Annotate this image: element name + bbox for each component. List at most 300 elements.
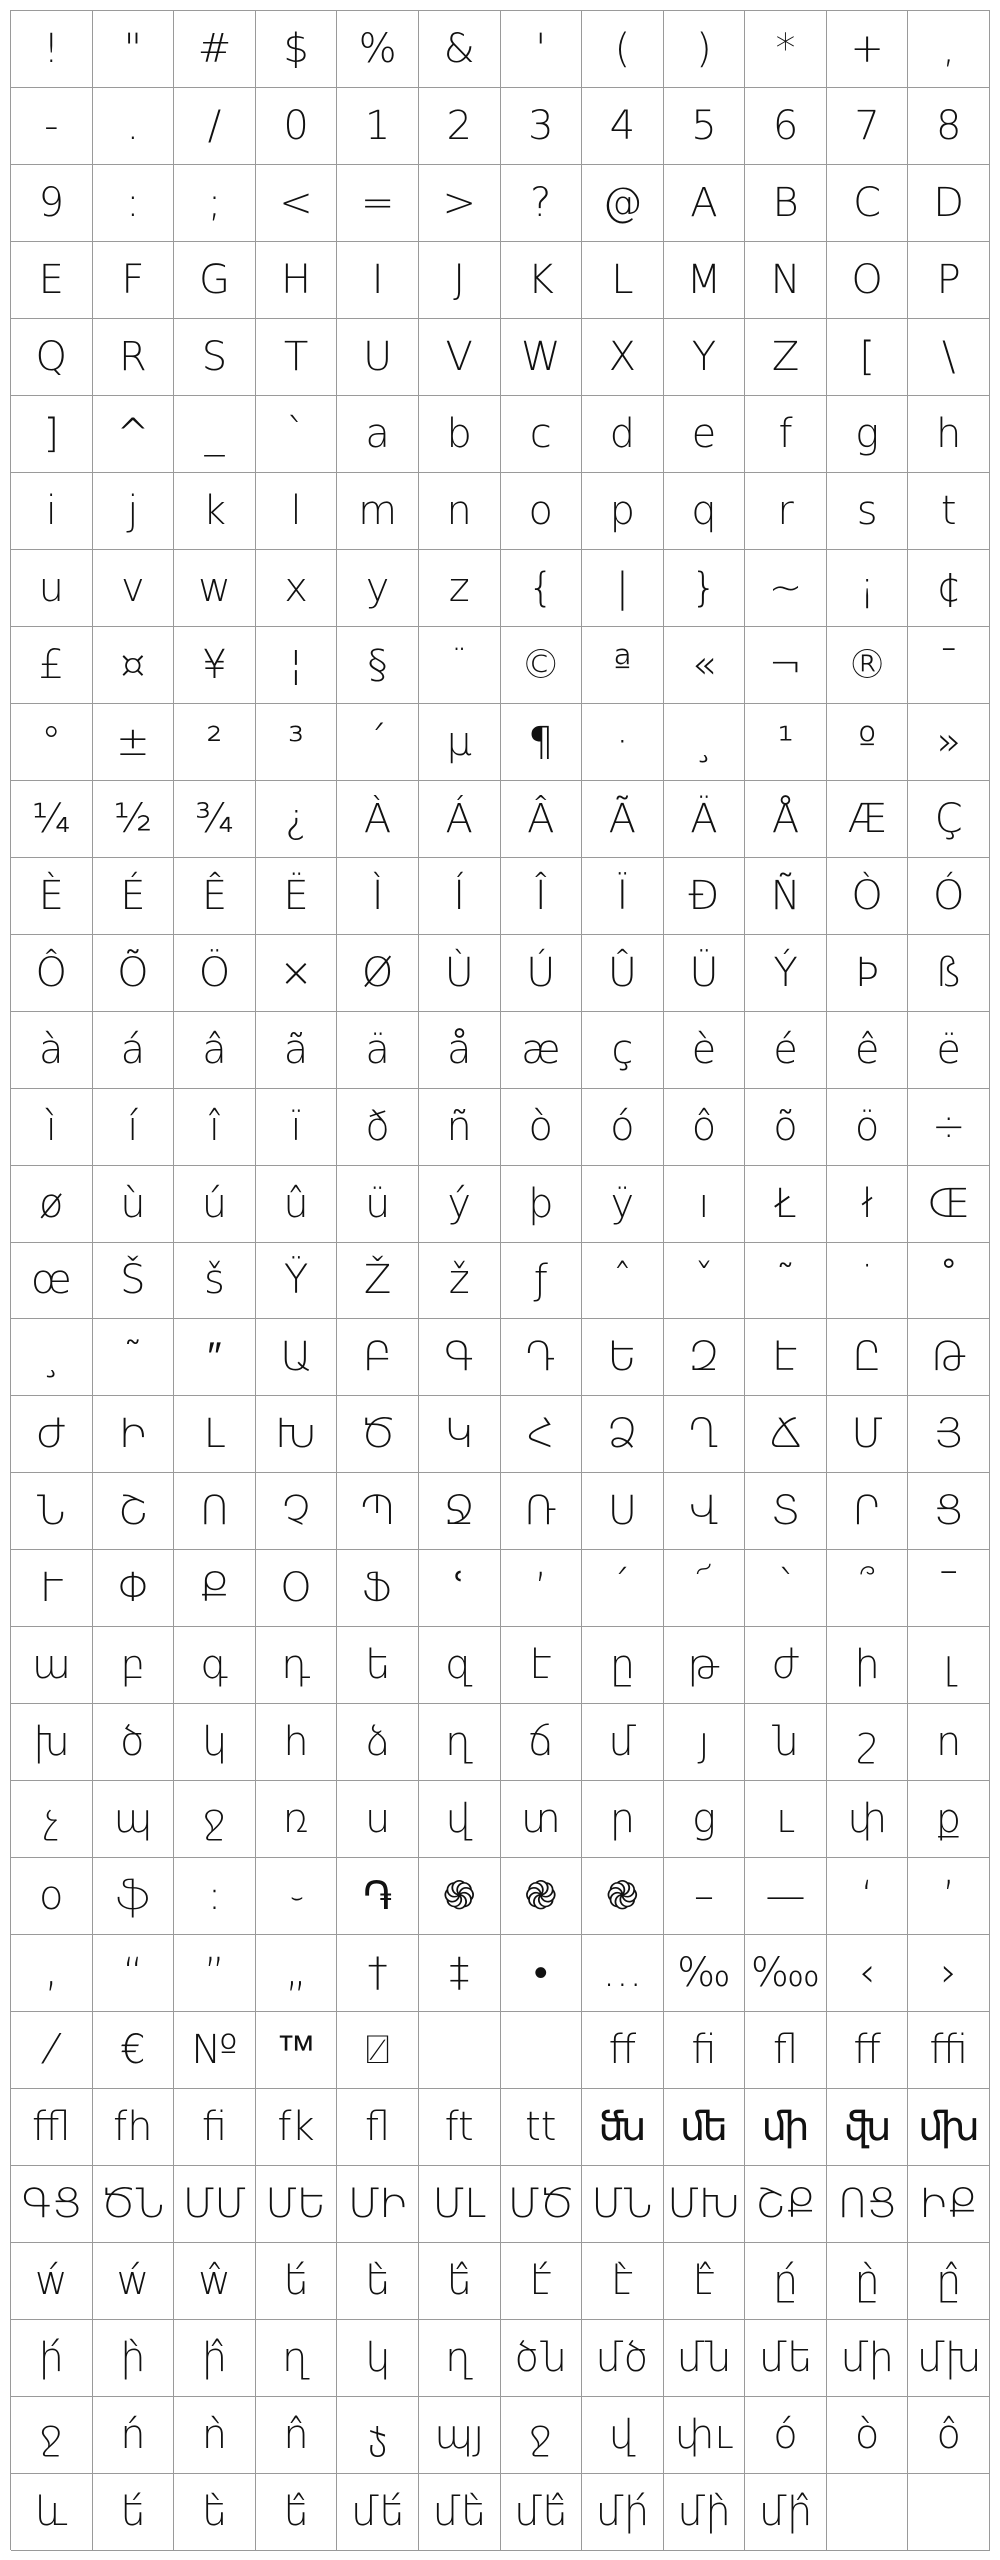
glyph-cell: Զ bbox=[664, 1319, 746, 1396]
glyph-cell: 2 bbox=[419, 88, 501, 165]
glyph-cell: ՈՑ bbox=[827, 2166, 909, 2243]
glyph-cell: º bbox=[827, 704, 909, 781]
glyph-cell: Ø bbox=[337, 935, 419, 1012]
glyph-cell: x bbox=[256, 550, 338, 627]
glyph-cell: 4 bbox=[582, 88, 664, 165]
glyph-cell: Ո bbox=[174, 1473, 256, 1550]
glyph-cell: ß bbox=[908, 935, 990, 1012]
glyph-cell: è bbox=[664, 1012, 746, 1089]
glyph-cell: Կ bbox=[419, 1396, 501, 1473]
glyph-cell: € bbox=[93, 2012, 175, 2089]
glyph-cell: Չ bbox=[256, 1473, 338, 1550]
glyph-cell: ՄՄ bbox=[174, 2166, 256, 2243]
glyph-cell: ~ bbox=[745, 550, 827, 627]
glyph-cell: ¸ bbox=[664, 704, 746, 781]
glyph-cell: " bbox=[93, 11, 175, 88]
glyph-cell: ´ bbox=[337, 704, 419, 781]
glyph-cell: ẃ bbox=[11, 2243, 93, 2320]
glyph-cell: › bbox=[908, 1935, 990, 2012]
glyph-cell: Ö bbox=[174, 935, 256, 1012]
glyph-cell: լ bbox=[908, 1627, 990, 1704]
glyph-cell: շ bbox=[827, 1704, 909, 1781]
glyph-cell: ¥ bbox=[174, 627, 256, 704]
glyph-cell: Ա bbox=[256, 1319, 338, 1396]
glyph-cell: ! bbox=[11, 11, 93, 88]
glyph-cell: գ bbox=[174, 1627, 256, 1704]
glyph-cell: ǹ bbox=[174, 2397, 256, 2474]
glyph-cell: չ bbox=[11, 1781, 93, 1858]
glyph-cell: | bbox=[582, 550, 664, 627]
glyph-cell: ‡ bbox=[419, 1935, 501, 2012]
glyph-cell: D bbox=[908, 165, 990, 242]
glyph-cell: \ bbox=[908, 319, 990, 396]
glyph-cell: ԳՑ bbox=[11, 2166, 93, 2243]
glyph-cell: š bbox=[174, 1243, 256, 1320]
glyph-cell: å bbox=[419, 1012, 501, 1089]
glyph-cell: « bbox=[664, 627, 746, 704]
glyph-cell: R bbox=[93, 319, 175, 396]
glyph-cell: ե̂ bbox=[256, 2474, 338, 2551]
glyph-cell: S bbox=[174, 319, 256, 396]
glyph-cell: ] bbox=[11, 396, 93, 473]
glyph-cell: û bbox=[256, 1166, 338, 1243]
glyph-cell: № bbox=[174, 2012, 256, 2089]
glyph-cell: ր bbox=[582, 1781, 664, 1858]
glyph-cell: L bbox=[582, 242, 664, 319]
glyph-cell: և bbox=[11, 2474, 93, 2551]
glyph-cell: ˆ bbox=[582, 1243, 664, 1320]
glyph-cell: ft bbox=[419, 2089, 501, 2166]
glyph-cell: ( bbox=[582, 11, 664, 88]
glyph-cell: ¢ bbox=[908, 550, 990, 627]
glyph-cell: M bbox=[664, 242, 746, 319]
glyph-cell: : bbox=[93, 165, 175, 242]
glyph-cell: ŵ bbox=[174, 2243, 256, 2320]
glyph-cell: Ç bbox=[908, 781, 990, 858]
glyph-cell: — bbox=[745, 1858, 827, 1935]
glyph-cell: ô bbox=[664, 1089, 746, 1166]
glyph-cell: I bbox=[337, 242, 419, 319]
glyph-cell: մխ bbox=[908, 2320, 990, 2397]
glyph-cell: Ò bbox=[827, 858, 909, 935]
glyph-cell: À bbox=[337, 781, 419, 858]
glyph-cell: ˜ bbox=[93, 1319, 175, 1396]
glyph-cell: e bbox=[664, 396, 746, 473]
glyph-cell: í bbox=[93, 1089, 175, 1166]
glyph-cell: ե̀ bbox=[337, 2243, 419, 2320]
glyph-cell: ł bbox=[827, 1166, 909, 1243]
glyph-cell: l bbox=[256, 473, 338, 550]
glyph-cell: փւ bbox=[664, 2397, 746, 2474]
glyph-cell: Ջ bbox=[419, 1473, 501, 1550]
glyph-cell: c bbox=[501, 396, 583, 473]
glyph-cell: Þ bbox=[827, 935, 909, 1012]
glyph-cell: ' bbox=[501, 11, 583, 88]
glyph-cell: Ë bbox=[256, 858, 338, 935]
glyph-cell: Ù bbox=[419, 935, 501, 1012]
glyph-cell: v bbox=[93, 550, 175, 627]
glyph-cell: p bbox=[582, 473, 664, 550]
glyph-cell: > bbox=[419, 165, 501, 242]
glyph-cell: [ bbox=[827, 319, 909, 396]
glyph-cell: Õ bbox=[93, 935, 175, 1012]
glyph-cell: ջ bbox=[174, 1781, 256, 1858]
glyph-cell: ¸ bbox=[11, 1319, 93, 1396]
glyph-cell: Å bbox=[745, 781, 827, 858]
glyph-cell: ﬗ bbox=[908, 2089, 990, 2166]
glyph-cell: Ց bbox=[908, 1473, 990, 1550]
glyph-cell: § bbox=[337, 627, 419, 704]
glyph-cell: þ bbox=[501, 1166, 583, 1243]
glyph-cell: մի́ bbox=[582, 2474, 664, 2551]
glyph-cell: ‰ bbox=[664, 1935, 746, 2012]
glyph-cell: ե́ bbox=[93, 2474, 175, 2551]
glyph-cell bbox=[501, 2012, 583, 2089]
glyph-cell: օ bbox=[11, 1858, 93, 1935]
glyph-cell: ¶ bbox=[501, 704, 583, 781]
glyph-cell: d bbox=[582, 396, 664, 473]
glyph-cell: ք bbox=[908, 1781, 990, 1858]
glyph-cell: F bbox=[93, 242, 175, 319]
glyph-cell: Ւ bbox=[11, 1550, 93, 1627]
glyph-cell: J bbox=[419, 242, 501, 319]
glyph-cell: վ bbox=[582, 2397, 664, 2474]
glyph-cell: ֊ bbox=[256, 1858, 338, 1935]
glyph-cell: ) bbox=[664, 11, 746, 88]
glyph-cell: È bbox=[11, 858, 93, 935]
glyph-cell: ¨ bbox=[419, 627, 501, 704]
glyph-cell: Z bbox=[745, 319, 827, 396]
glyph-cell: Գ bbox=[419, 1319, 501, 1396]
glyph-cell: ¿ bbox=[256, 781, 338, 858]
glyph-cell: մե́ bbox=[337, 2474, 419, 2551]
glyph-cell: ց bbox=[664, 1781, 746, 1858]
glyph-cell: ‱ bbox=[745, 1935, 827, 2012]
glyph-cell: H bbox=[256, 242, 338, 319]
glyph-cell: Թ bbox=[908, 1319, 990, 1396]
glyph-cell: + bbox=[827, 11, 909, 88]
glyph-cell: ½ bbox=[93, 781, 175, 858]
glyph-cell: Վ bbox=[664, 1473, 746, 1550]
glyph-cell: o bbox=[501, 473, 583, 550]
glyph-cell: Ä bbox=[664, 781, 746, 858]
glyph-cell: ø bbox=[11, 1166, 93, 1243]
glyph-cell: ń bbox=[93, 2397, 175, 2474]
glyph-cell: մե bbox=[745, 2320, 827, 2397]
glyph-cell: մն bbox=[664, 2320, 746, 2397]
glyph-cell: Ֆ bbox=[337, 1550, 419, 1627]
glyph-cell: ե̀ bbox=[174, 2474, 256, 2551]
glyph-cell: ⁄ bbox=[11, 2012, 93, 2089]
glyph-cell: ﬂ bbox=[745, 2012, 827, 2089]
glyph-cell: ü bbox=[337, 1166, 419, 1243]
glyph-cell: ™ bbox=[256, 2012, 338, 2089]
glyph-cell: ե́ bbox=[256, 2243, 338, 2320]
glyph-cell: Ձ bbox=[582, 1396, 664, 1473]
glyph-cell: ﬕ bbox=[745, 2089, 827, 2166]
glyph-cell: { bbox=[501, 550, 583, 627]
glyph-cell: C bbox=[827, 165, 909, 242]
glyph-cell: ‘ bbox=[827, 1858, 909, 1935]
glyph-cell: ‚ bbox=[11, 1935, 93, 2012]
glyph-cell: Ռ bbox=[501, 1473, 583, 1550]
glyph-cell: fk bbox=[256, 2089, 338, 2166]
glyph-cell: ò bbox=[827, 2397, 909, 2474]
glyph-cell: Ր bbox=[827, 1473, 909, 1550]
glyph-cell: ԾՆ bbox=[93, 2166, 175, 2243]
glyph-cell: a bbox=[337, 396, 419, 473]
glyph-cell: ժ bbox=[745, 1627, 827, 1704]
glyph-cell: է́ bbox=[501, 2243, 583, 2320]
glyph-cell: ò bbox=[501, 1089, 583, 1166]
glyph-cell: × bbox=[256, 935, 338, 1012]
glyph-cell: ჯ bbox=[337, 2397, 419, 2474]
glyph-cell: թ bbox=[664, 1627, 746, 1704]
glyph-cell: N bbox=[745, 242, 827, 319]
glyph-cell: դ bbox=[256, 1627, 338, 1704]
glyph-cell: P bbox=[908, 242, 990, 319]
glyph-cell: ó bbox=[582, 1089, 664, 1166]
glyph-cell: Լ bbox=[174, 1396, 256, 1473]
glyph-cell: ˙ bbox=[827, 1243, 909, 1320]
glyph-cell: մե̀ bbox=[419, 2474, 501, 2551]
glyph-cell: ը bbox=[582, 1627, 664, 1704]
glyph-cell: պ bbox=[93, 1781, 175, 1858]
glyph-cell: = bbox=[337, 165, 419, 242]
glyph-cell: ջ bbox=[501, 2397, 583, 2474]
glyph-cell: Հ bbox=[501, 1396, 583, 1473]
glyph-cell: 0 bbox=[256, 88, 338, 165]
glyph-cell: Դ bbox=[501, 1319, 583, 1396]
glyph-cell: Û bbox=[582, 935, 664, 1012]
glyph-cell: մծ bbox=[582, 2320, 664, 2397]
glyph-cell: Խ bbox=[256, 1396, 338, 1473]
glyph-cell: ﬖ bbox=[827, 2089, 909, 2166]
glyph-cell: n̂ bbox=[256, 2397, 338, 2474]
glyph-cell: ի̂ bbox=[174, 2320, 256, 2397]
glyph-cell: T bbox=[256, 319, 338, 396]
glyph-cell: ՇՔ bbox=[745, 2166, 827, 2243]
glyph-cell: Ú bbox=[501, 935, 583, 1012]
glyph-cell: հ bbox=[256, 1704, 338, 1781]
glyph-cell: 6 bbox=[745, 88, 827, 165]
glyph-cell: » bbox=[908, 704, 990, 781]
glyph-cell: ս bbox=[337, 1781, 419, 1858]
glyph-cell: ı bbox=[664, 1166, 746, 1243]
glyph-cell: ֆ bbox=[93, 1858, 175, 1935]
glyph-cell: ա bbox=[11, 1627, 93, 1704]
glyph-cell: © bbox=[501, 627, 583, 704]
glyph-cell: ² bbox=[174, 704, 256, 781]
glyph-cell: ծ bbox=[93, 1704, 175, 1781]
glyph-cell: % bbox=[337, 11, 419, 88]
glyph-cell: ú bbox=[174, 1166, 256, 1243]
glyph-cell: ë bbox=[908, 1012, 990, 1089]
glyph-cell: & bbox=[419, 11, 501, 88]
glyph-cell: Տ bbox=[745, 1473, 827, 1550]
glyph-cell bbox=[419, 2012, 501, 2089]
glyph-cell: Ÿ bbox=[256, 1243, 338, 1320]
glyph-cell: m bbox=[337, 473, 419, 550]
glyph-cell: h bbox=[908, 396, 990, 473]
glyph-cell: î bbox=[174, 1089, 256, 1166]
glyph-cell: X bbox=[582, 319, 664, 396]
glyph-cell: ñ bbox=[419, 1089, 501, 1166]
glyph-cell: n bbox=[419, 473, 501, 550]
glyph-cell: ղ bbox=[419, 1704, 501, 1781]
glyph-cell: _ bbox=[174, 396, 256, 473]
glyph-cell: ֎ bbox=[582, 1858, 664, 1935]
glyph-cell: f bbox=[745, 396, 827, 473]
glyph-cell: ˇ bbox=[664, 1243, 746, 1320]
glyph-cell: ﬃ bbox=[908, 2012, 990, 2089]
glyph-cell: ê bbox=[827, 1012, 909, 1089]
glyph-cell: Y bbox=[664, 319, 746, 396]
glyph-cell: Ե bbox=[582, 1319, 664, 1396]
glyph-cell: ô bbox=[908, 2397, 990, 2474]
glyph-cell: ﬔ bbox=[664, 2089, 746, 2166]
glyph-cell: æ bbox=[501, 1012, 583, 1089]
glyph-cell: ¤ bbox=[93, 627, 175, 704]
glyph-cell: 8 bbox=[908, 88, 990, 165]
glyph-cell: Է bbox=[745, 1319, 827, 1396]
glyph-cell: Œ bbox=[908, 1166, 990, 1243]
glyph-cell: մի̂ bbox=[745, 2474, 827, 2551]
glyph-cell: Ê bbox=[174, 858, 256, 935]
glyph-cell: ó bbox=[745, 2397, 827, 2474]
glyph-cell: A bbox=[664, 165, 746, 242]
glyph-cell: ƒ bbox=[501, 1243, 583, 1320]
glyph-cell: ՞ bbox=[827, 1550, 909, 1627]
glyph-cell: fh bbox=[93, 2089, 175, 2166]
glyph-cell: Ժ bbox=[11, 1396, 93, 1473]
glyph-cell: բ bbox=[93, 1627, 175, 1704]
glyph-cell: £ bbox=[11, 627, 93, 704]
glyph-cell: b bbox=[419, 396, 501, 473]
glyph-cell: խ bbox=[11, 1704, 93, 1781]
glyph-cell: ″ bbox=[174, 1319, 256, 1396]
glyph-cell: , bbox=[908, 11, 990, 88]
glyph-cell: ՄՆ bbox=[582, 2166, 664, 2243]
glyph-cell: ˜ bbox=[745, 1243, 827, 1320]
glyph-cell: Ï bbox=[582, 858, 664, 935]
glyph-cell: ª bbox=[582, 627, 664, 704]
glyph-cell: Փ bbox=[93, 1550, 175, 1627]
glyph-cell: O bbox=[827, 242, 909, 319]
glyph-cell: ՄԽ bbox=[664, 2166, 746, 2243]
glyph-cell: Á bbox=[419, 781, 501, 858]
glyph-cell: ﬄ bbox=[11, 2089, 93, 2166]
glyph-cell: Ծ bbox=[337, 1396, 419, 1473]
glyph-cell: ® bbox=[827, 627, 909, 704]
glyph-cell: է̀ bbox=[582, 2243, 664, 2320]
glyph-cell: Ը bbox=[827, 1319, 909, 1396]
glyph-cell: ’ bbox=[908, 1858, 990, 1935]
glyph-cell: ﬀ bbox=[827, 2012, 909, 2089]
glyph-cell: B bbox=[745, 165, 827, 242]
glyph-cell: Յ bbox=[908, 1396, 990, 1473]
glyph-cell: „ bbox=[256, 1935, 338, 2012]
glyph-cell: fi bbox=[174, 2089, 256, 2166]
glyph-cell: ð bbox=[337, 1089, 419, 1166]
glyph-cell: ղ bbox=[256, 2320, 338, 2397]
glyph-cell: Ð bbox=[664, 858, 746, 935]
glyph-cell: ¯ bbox=[908, 627, 990, 704]
glyph-cell: E bbox=[11, 242, 93, 319]
glyph-cell: յ bbox=[664, 1704, 746, 1781]
glyph-cell: Š bbox=[93, 1243, 175, 1320]
glyph-cell: z bbox=[419, 550, 501, 627]
glyph-cell: r bbox=[745, 473, 827, 550]
glyph-cell: ž bbox=[419, 1243, 501, 1320]
glyph-cell: · bbox=[582, 704, 664, 781]
glyph-cell: * bbox=[745, 11, 827, 88]
glyph-cell: ո bbox=[908, 1704, 990, 1781]
glyph-cell: Ì bbox=[337, 858, 419, 935]
glyph-cell: ՜ bbox=[664, 1550, 746, 1627]
glyph-cell: – bbox=[664, 1858, 746, 1935]
glyph-cell: s bbox=[827, 473, 909, 550]
glyph-cell: õ bbox=[745, 1089, 827, 1166]
glyph-cell: ռ bbox=[256, 1781, 338, 1858]
glyph-cell: Շ bbox=[93, 1473, 175, 1550]
glyph-cell: ¡ bbox=[827, 550, 909, 627]
glyph-cell: u bbox=[11, 550, 93, 627]
glyph-cell: վ bbox=[419, 1781, 501, 1858]
glyph-cell: ° bbox=[11, 704, 93, 781]
glyph-cell: ՄԻ bbox=[337, 2166, 419, 2243]
glyph-cell: ն bbox=[745, 1704, 827, 1781]
glyph-cell: կ bbox=[337, 2320, 419, 2397]
glyph-cell: Ô bbox=[11, 935, 93, 1012]
glyph-cell: t bbox=[908, 473, 990, 550]
glyph-cell: j bbox=[93, 473, 175, 550]
glyph-cell: ÷ bbox=[908, 1089, 990, 1166]
glyph-cell: † bbox=[337, 1935, 419, 2012]
glyph-cell: à bbox=[11, 1012, 93, 1089]
glyph-cell: ; bbox=[174, 165, 256, 242]
glyph-cell: ù bbox=[93, 1166, 175, 1243]
glyph-cell: tt bbox=[501, 2089, 583, 2166]
glyph-cell: ՄԵ bbox=[256, 2166, 338, 2243]
glyph-cell: 3 bbox=[501, 88, 583, 165]
glyph-cell: @ bbox=[582, 165, 664, 242]
glyph-cell: Ք bbox=[174, 1550, 256, 1627]
glyph-cell: ը́ bbox=[745, 2243, 827, 2320]
glyph-cell: Ü bbox=[664, 935, 746, 1012]
glyph-cell: y bbox=[337, 550, 419, 627]
glyph-grid bbox=[10, 10, 990, 2550]
glyph-cell: ⍁ bbox=[337, 2012, 419, 2089]
glyph-cell: â bbox=[174, 1012, 256, 1089]
glyph-cell: . bbox=[93, 88, 175, 165]
glyph-cell: Ճ bbox=[745, 1396, 827, 1473]
glyph-cell: … bbox=[582, 1935, 664, 2012]
glyph-cell bbox=[827, 2474, 909, 2551]
glyph-cell: ö bbox=[827, 1089, 909, 1166]
glyph-cell: Í bbox=[419, 858, 501, 935]
glyph-cell: Օ bbox=[256, 1550, 338, 1627]
glyph-cell: ? bbox=[501, 165, 583, 242]
glyph-cell: Â bbox=[501, 781, 583, 858]
glyph-cell: տ bbox=[501, 1781, 583, 1858]
glyph-cell: ¬ bbox=[745, 627, 827, 704]
glyph-cell: ֍ bbox=[419, 1858, 501, 1935]
glyph-cell: $ bbox=[256, 11, 338, 88]
glyph-cell: մ bbox=[582, 1704, 664, 1781]
glyph-cell: է̂ bbox=[664, 2243, 746, 2320]
glyph-cell: ւ bbox=[745, 1781, 827, 1858]
